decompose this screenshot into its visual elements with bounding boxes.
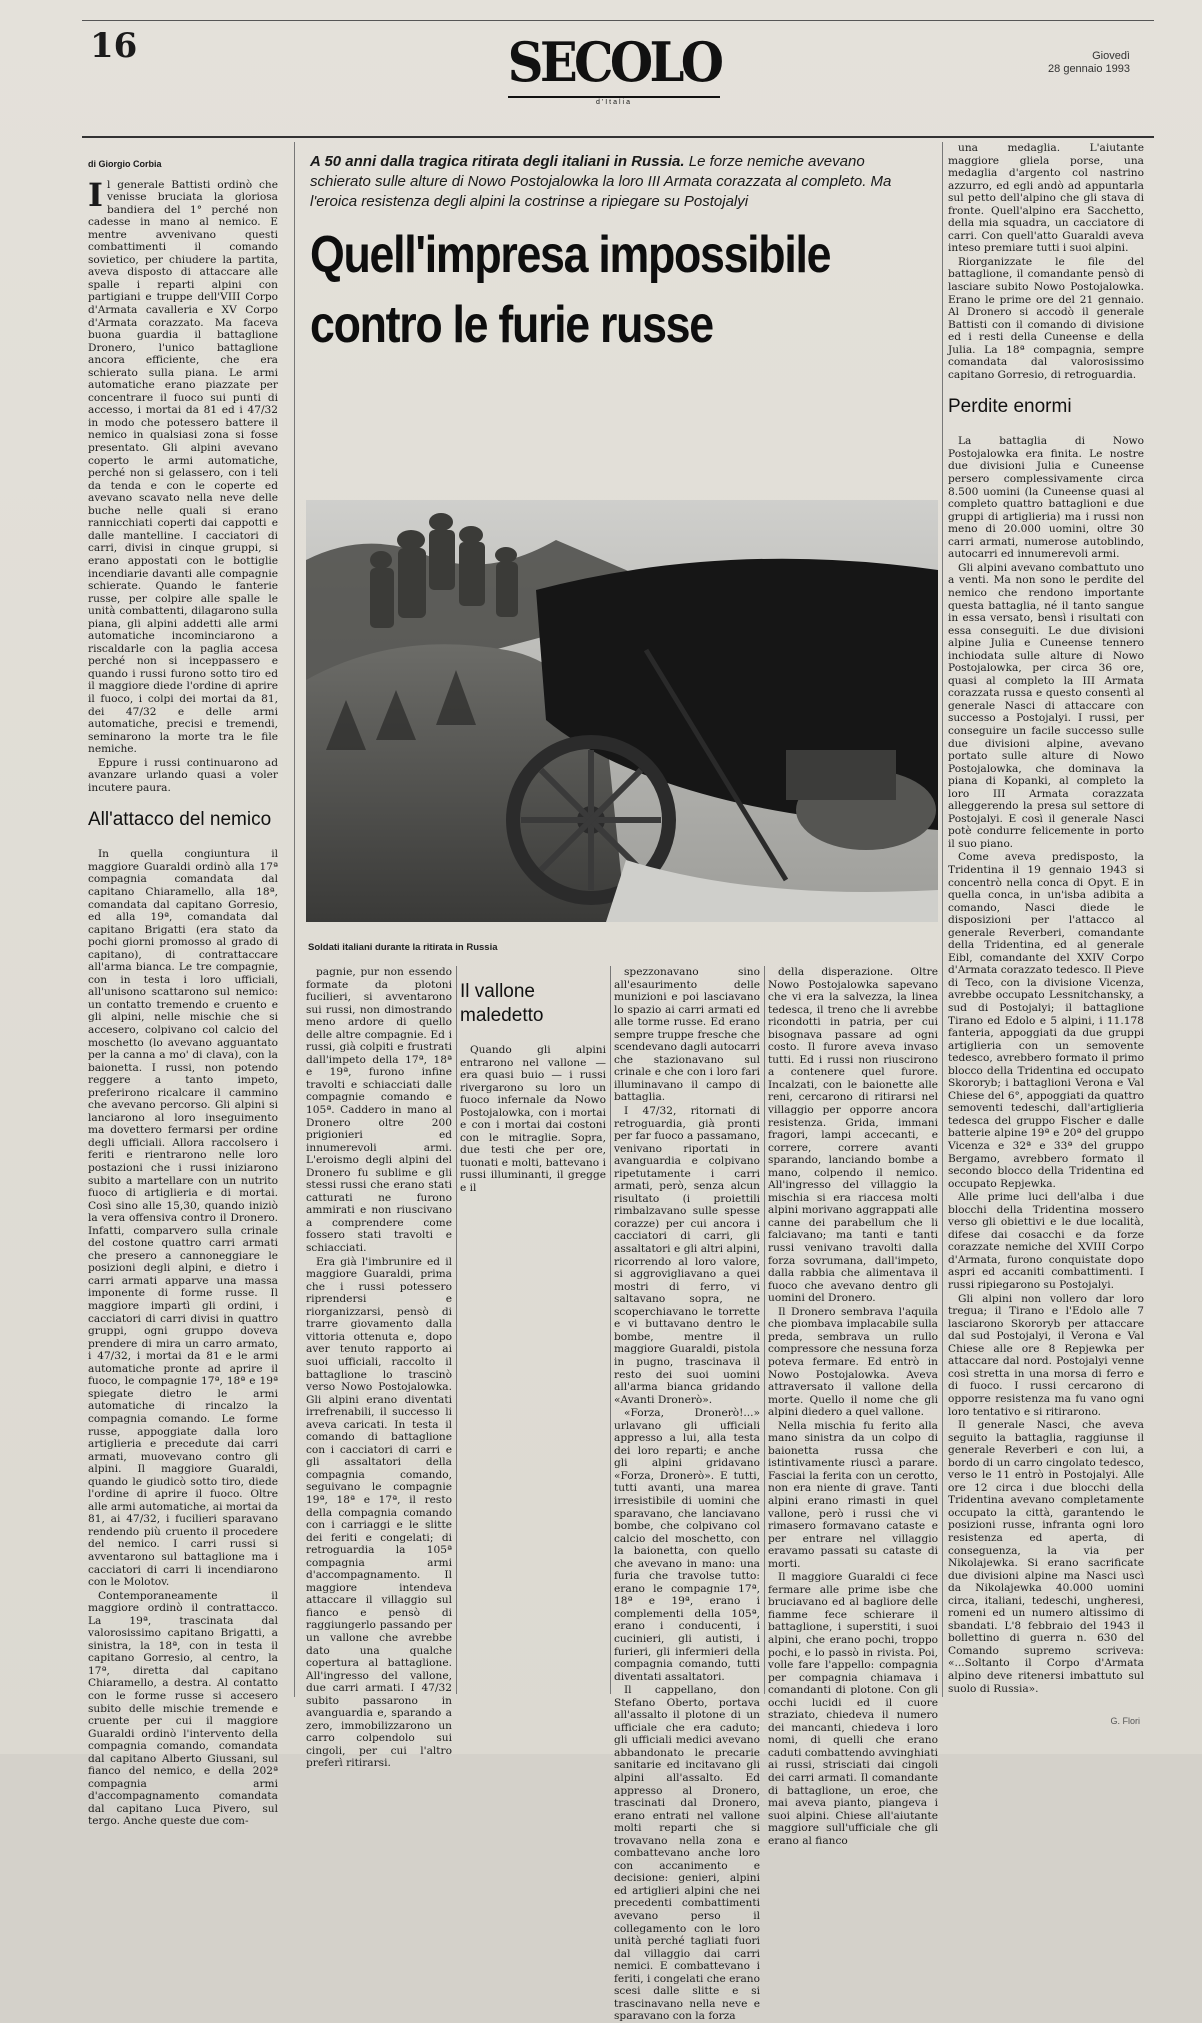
paragraph: Il generale Battisti ordinò che venisse bruciata la gloriosa bandiera del 1° perché non cadesse in mano al nemico. E mentre avvenivano questi combattimenti il comando sovietico, per chiudere la partita, aveva disposto di attaccare alle spalle i reparti alpini con partigiani e truppe dell'VIII Corpo d'Armata cavalleria e XV Corpo d'Armata corazzato. Ma faceva buona guardia il battaglione Dronero, l'unico battaglione ancora efficiente, che era schierato sulla piana. Le armi automatiche erano piazzate per concentrare il fuoco sui punti di accesso, i mortai da 81 ed i 47/32 in modo che potessero battere il nemico in qualsiasi zona si fosse presentato. Gli alpini avevano coperto le armi automatiche, perché non si gelassero, con i teli da tenda e con le coperte ed avevano scavato nella neve delle buche nelle quali si erano rannicchiati coperti dai cappotti e dalle mantelline. I cacciatori di carri, divisi in cinque gruppi, si erano appostati con le bottiglie incendiarie davanti alle compagnie schierate. Quando le fanterie russe, per colpire alle spalle le unità combattenti, dilagarono sulla piana, gli alpini addetti alle armi automatiche incominciarono a riscaldarle con la paglia accesa perché non si inceppassero e quando i russi furono sotto tiro ed il maggiore diede l'ordine di aprire il fuoco, i colpi dei mortai da 81, dei 47/32 e delle armi automatiche, precisi e tremendi, seminarono la morte tra le file nemiche. (88, 175, 278, 756)
subhead-perdite: Perdite enormi (948, 396, 1072, 418)
dateline-date: 28 gennaio 1993 (1048, 63, 1130, 75)
subhead-attacco: All'attacco del nemico (88, 809, 272, 831)
column-1-text-continued (88, 848, 278, 1828)
header-rule (82, 136, 1154, 138)
paragraph: Come aveva predisposto, la Tridentina il 19 gennaio 1943 si concentrò nella conca di Opyt. E in quella conca, in un'isba adibita a comando, Nasci diede le disposizioni per l'attacco al generale Reverberi, comandante della Tridentina, ed al generale Eibl, comandante del XXIV Corpo d'Armata corazzato tedesco. Il Pieve di Teco, con la divisione Vicenza, avrebbe occupato Lessnitchansky, a sud di Postojalyi; il battaglione Tirano ed Edolo e 5 alpini, i 11.178 fanteria, appoggiati da due gruppi artiglieria con un semovente tedesco, avrebbero formato il primo blocco della Tridentina ed occupato Skororyb; i battaglioni Verona e Val Chiese del 6°, appoggiati da quattro semoventi tedeschi, dall'artiglieria tedesca del gruppo Fischer e dalle batterie alpine 19ª e 20ª del gruppo Vicenza e 32ª e 33ª del gruppo Bergamo, avrebbero formato il secondo blocco della Tridentina ed occupato Repjewka. (948, 851, 1144, 1190)
column-divider (456, 966, 457, 1694)
paragraph: Il generale Nasci, che aveva seguito la battaglia, raggiunse il generale Reverberi e con lui, a bordo di un carro cingolato tedesco, verso le 11 entrò in Postojalyi. Alle ore 12 circa i due blocchi della Tridentina avevano completamente occupato la città, garantendo le posizioni russe, infranta ogni loro resistenza ed aperta, di conseguenza, la via per Nikolajewka. Si erano sacrificate due divisioni alpine ma Nasci uscì da Nikolajewka 40.000 uomini circa, italiani, tedeschi, ungheresi, romeni ed un numero altissimo di sbandati. L'8 febbraio del 1943 il bollettino di guerra n. 630 del Comando supremo scriveva: «...Soltanto il Corpo d'Armata alpino deve ritenersi imbattuto sul suolo di Russia». (948, 1419, 1144, 1695)
photo-credit: G. Flori (1110, 1716, 1140, 1726)
masthead-rule (508, 96, 720, 98)
paragraph: In quella congiuntura il maggiore Guaraldi ordinò alla 17ª compagnia comandata dal capitano Chiaramello, alla 18ª, comandata dal capitano Gorresio, ed alla 19ª, comandata dal capitano Brigatti (era stato da pochi giorni promosso al grado di capitano), di contrattaccare all'arma bianca. Le tre compagnie, con in testa i loro ufficiali, all'unisono scattarono sul nemico: un contatto tremendo e cruento e gli alpini, nelle mischie che si accesero, colpivano col calcio del moschetto (lo avevano agguantato per la canna a mo' di clava), con la baionetta. I russi, non potendo reggere a tanto impeto, preferirono ricalcare il cammino che avevano percorso. Gli alpini si lanciarono al loro inseguimento ma dovettero fermarsi per ordine degli ufficiali. Allora raccolsero i feriti e rientrarono nelle loro postazioni che i russi iniziarono subito a martellare con un nutrito fuoco di artiglieria e di mortai. Così sino alle 15,30, quando iniziò la vera offensiva contro il Dronero. Infatti, comparvero sulla crinale del costone quattro carri armati che presero a cannoneggiare le posizioni degli alpini, e dietro i carri armati apparve una massa imponente di forme russe. Il maggiore impartì gli ordini, i cacciatori di carri divisi in quattro gruppi, ogni gruppo doveva prendere di mira un carro armato, i 47/32, i mortai da 81 e le armi automatiche pronte ad aprire il fuoco, le compagnie 17ª, 18ª e 19ª spiegate dietro le armi automatiche di rincalzo la compagnia comando. Le forme russe, appoggiate dalla loro artiglieria e precedute dai carri armati, muovevano contro gli alpini. Il maggiore Guaraldi, quando le giudicò sotto tiro, diede l'ordine di aprire il fuoco. Oltre alle armi automatiche, ai mortai da 81, ai 47/32, i fucilieri sparavano rendendo più cruento il procedere del nemico. I carri russi si avventarono sul battaglione ma i cacciatori di carri li incendiarono con le Molotov. (88, 848, 278, 1589)
paragraph: Riorganizzate le file del battaglione, il comandante pensò di lasciare subito Nowo Postojalowka. Erano le prime ore del 21 gennaio. Al Dronero si accodò il generale Battisti con il comando di divisione ed i resti della Cuneense e della Julia. La 18ª compagnia, sempre comandata dal valorosissimo capitano Gorresio, di retroguardia. (948, 255, 1144, 381)
masthead-subtitle: d'Italia (595, 99, 632, 106)
column-divider (764, 966, 765, 1694)
paragraph: Il cappellano, don Stefano Oberto, portava all'assalto il plotone di un ufficiale che era caduto; gli ufficiali medici avevano abbandonato le precarie sanitarie ed incitavano gli alpini all'assalto. Ed appresso al Dronero, trascinati dal Dronero, erano entrati nel vallone molti reparti che si trovavano nella zona e combattevano anche loro con accanimento e decisione: genieri, alpini ed artiglieri alpini che nei precedenti combattimenti avevano perso il collegamento con le loro unità perché tagliati fuori dal villaggio dai carri nemici. E combattevano i feriti, i congelati che erano scesi dalle slitte e si trascinavano nella neve e sparavano con la forza (614, 1684, 760, 2023)
article-photo (306, 500, 938, 922)
paragraph: Il Dronero sembrava l'aquila che piombava implacabile sulla preda, sembrava un rullo compressore che nessuna forza poteva fermare. Ed entrò in Nowo Postojalowka. Aveva attraversato il vallone della morte. Quello il nome che gli alpini diedero a quel vallone. (768, 1305, 938, 1419)
paragraph: I 47/32, ritornati di retroguardia, già pronti per far fuoco a passamano, venivano riportati in avanguardia e colpivano ripetutamente i carri armati, però, senza alcun risultato (i proiettili rimbalzavano sulle spesse corazze) per cui ancora i cacciatori di carri, gli assaltatori e gli altri alpini, ricorrendo al loro valore, si aggrovigliavano a quei mostri di ferro, vi saltavano sopra, ne scoperchiavano le torrette e vi buttavano dentro le bombe, mentre il maggiore Guaraldi, pistola in pugno, trascinava il resto dei suoi uomini all'arma bianca gridando «Avanti Dronerò». (614, 1105, 760, 1406)
overline-bold: A 50 anni dalla tragica ritirata degli italiani in Russia. (310, 153, 685, 170)
paragraph: Contemporaneamente il maggiore ordinò il contrattacco. La 19ª, trascinata dal valorosissimo capitano Brigatti, a sinistra, la 18ª, con in testa il capitano Gorresio, al centro, la 17ª, diretta dal capitano Chiaramello, a destra. Al contatto con le forme russe si accesero subito delle mischie tremende e cruente per cui il maggiore Guaraldi ordinò l'intervento della compagnia comando, comandata dal capitano Alberto Giussani, sul fianco del nemico, e della 202ª compagnia armi d'accompagnamento comandata dal capitano Luca Pivero, sul tergo. Anche queste due com- (88, 1589, 278, 1828)
article-column-1 (88, 152, 278, 1828)
overline (310, 152, 910, 212)
column-2-text (306, 966, 452, 1770)
paragraph: della disperazione. Oltre Nowo Postojalowka sapevano che vi era la salvezza, la linea tedesca, il treno che li avrebbe ricondotti in patria, per cui bisognava passare ad ogni costo. Il furore aveva invaso tutti. Ed i russi non riuscirono a contenere quel furore. Incalzati, con le baionette alle reni, cercarono di ritirarsi nel villaggio per opporre ancora resistenza. Grida, immani fragori, lampi accecanti, e correre, correre avanti sparando, lanciando bombe a mano, colpendo il nemico. All'ingresso del villaggio la mischia si era riaccesa molti alpini morivano aggrappati alle canne dei parabellum che li falciavano; ma tanti e tanti russi venivano travolti dalla forza sovrumana, dall'impeto, dalla rabbia che alimentava il fuoco che avevano dentro gli uomini del Dronero. (768, 966, 938, 1305)
column-5-text (768, 966, 938, 1847)
paragraph: Eppure i russi continuarono ad avanzare urlando quasi a voler incutere paura. (88, 756, 278, 794)
top-rule (82, 20, 1154, 21)
column-6-text (948, 142, 1144, 381)
byline: di Giorgio Corbia (88, 159, 162, 169)
drop-cap: I (88, 175, 103, 214)
paragraph: spezzonavano sino all'esaurimento delle munizioni e poi lasciavano lo spazio ai carri armati ed alle torme russe. Ed erano sempre truppe fresche che scendevano dagli autocarri che stazionavano sul crinale e che con i loro fari illuminavano il campo di battaglia. (614, 966, 760, 1104)
paragraph: Nella mischia fu ferito alla mano sinistra da un colpo di baionetta russa che istintivamente riuscì a parare. Fasciai la ferita con un cerotto, non era niente di grave. Tanti alpini erano rimasti in quel vallone, però i russi che vi rimasero formavano cataste e per entrare nel villaggio eravamo passati su cataste di morti. (768, 1419, 938, 1570)
paragraph: Gli alpini non vollero dar loro tregua; il Tirano e l'Edolo alle 7 lasciarono Skororyb per attaccare dal sud Postojalyi, il Verona e Val Chiese alle ore 8 Repjewka per attaccare dal nord. Postojalyi venne così stretta in una morsa di ferro e di fuoco. I russi cercarono di opporre resistenza ma fu vano ogni loro tentativo e si ritirarono. (948, 1292, 1144, 1418)
column-1-text (88, 175, 278, 795)
paragraph: «Forza, Dronerò!...» urlavano gli ufficiali appresso a lui, alla testa dei loro reparti; e anche gli alpini gridavano «Forza, Dronerò». E tutti, tutti avanti, una marea irresistibile di uomini che sparavano, che lanciavano bombe, che colpivano col calcio del moschetto, con la baionetta, con quello che avevano in mano: una furia che travolse tutto: erano le compagnie 17ª, 18ª e 19ª, erano i complementi della 105ª, erano i conducenti, i cucinieri, gli autisti, i furieri, gli infermieri della compagnia comando, tutti diventati assaltatori. (614, 1407, 760, 1683)
column-6-text-continued (948, 435, 1144, 1695)
article-column-6 (948, 142, 1144, 1697)
column-4-text (614, 966, 760, 2023)
paragraph: pagnie, pur non essendo formate da plotoni fucilieri, si avventarono sui russi, non dimostrando meno ardore di quello delle altre compagnie. Ed i russi, già colpiti e frustrati dall'impeto della 17ª, 18ª e 19ª, furono infine travolti e schiacciati dalle compagnie comando e 105ª. Caddero in mano al Dronero oltre 200 prigionieri ed innumerevoli armi. L'eroismo degli alpini del Dronero fu sublime e gli stessi russi che erano stati catturati ne furono ammirati e non riuscivano a comprendere come fossero stati travolti e schiacciati. (306, 966, 452, 1255)
paragraph: La battaglia di Nowo Postojalowka era finita. Le nostre due divisioni Julia e Cuneense persero complessivamente circa 8.500 uomini (la Cuneense quasi al completo quattro battaglioni e due gruppi di artiglieria) ma i russi non meno di 20.000 uomini, oltre 30 carri armati, numerose autoblindo, autocarri ed innumerevoli armi. (948, 435, 1144, 561)
paragraph: Il maggiore Guaraldi ci fece fermare alle prime isbe che bruciavano ed al bagliore delle fiamme fece schierare il battaglione, i superstiti, i suoi alpini, che erano pochi, troppo pochi, e lo passò in rivista. Poi, volle fare l'appello: compagnia per compagnia chiamava i comandanti di plotone. Con gli occhi lucidi ed il cuore straziato, chiedeva il numero dei mancanti, chiedeva i loro nomi, di quelli che erano caduti combattendo avvinghiati ai russi, strisciati dai cingoli dei carri armati. Il comandante di battaglione, un eroe, che mai aveva pianto, piangeva i suoi alpini. Chiese all'aiutante maggiore sull'ufficiale che gli erano al fianco (768, 1571, 938, 1847)
paragraph: Gli alpini avevano combattuto uno a venti. Ma non sono le perdite del nemico che rendono importante questa battaglia, né il tanto sangue in essa versato, bensì i risultati con essa conseguiti. Le due divisioni alpine Julia e Cuneense tennero inchiodata sulle alture di Nowo Postojalowka, per circa 36 ore, quasi al completo la III Armata corazzata russa e questo consentì al generale Nasci di attaccare con successo a Postojalyi. I russi, per conseguire un facile successo sulle due divisioni alpine, avevano portato sulle alture di Nowo Postojalowka, che dominava la piana di Kopanki, al completo la loro III Armata corazzata alleggerendo la presa sul settore di Postojalyi. E così il generale Nasci potè condurre felicemente in porto il suo piano. (948, 561, 1144, 850)
dateline (1048, 50, 1130, 76)
column-divider (294, 142, 295, 1697)
article-column-5 (768, 966, 938, 1847)
paragraph: una medaglia. L'aiutante maggiore gliela porse, una medaglia d'argento col nastrino azzurro, ed egli andò ad appuntarla sul petto dell'alpino che gli stava di fronte. Quell'alpino era Sacchetto, della mia squadra, un cacciatore di carri. Con quell'atto Guaraldi aveva inteso premiare tutti i suoi alpini. (948, 142, 1144, 255)
article-column-2 (306, 966, 452, 1770)
paragraph: Alle prime luci dell'alba i due blocchi della Tridentina mossero verso gli obiettivi e le due località, difese dai cosacchi e da forze corazzate nemiche del XVIII Corpo d'Armata, furono conquistate dopo aspri ed accaniti combattimenti. I russi ripiegarono su Postojalyi. (948, 1191, 1144, 1292)
photo-caption: Soldati italiani durante la ritirata in Russia (308, 942, 498, 953)
page-number: 16 (90, 26, 138, 66)
paragraph: Era già l'imbrunire ed il maggiore Guaraldi, prima che i russi potessero riprendersi e riorganizzarsi, pensò di trarre giovamento dalla vittoria ottenuta e, dopo aver tenuto rapporto ai suoi ufficiali, raccolto il battaglione lo trascinò verso Nowo Postojalowka. Gli alpini erano diventati irrefrenabili, il successo li aveva caricati. In testa il comando di battaglione con i cacciatori di carri e gli assaltatori della compagnia comando, seguivano le compagnie 19ª, 18ª e 17ª, il resto della compagnia comando con i carriaggi e le slitte dei feriti e congelati; di retroguardia la 105ª compagnia armi d'accompagnamento. Il maggiore intendeva attaccare il villaggio sul fianco e pensò di raggiungerlo passando per un vallone che avrebbe dato una qualche copertura al battaglione. All'ingresso del vallone, due carri armati. I 47/32 subito passarono in avanguardia e, sparando a zero, immobilizzarono un carro colpendolo sui cingoli, per cui l'altro preferì ritirarsi. (306, 1255, 452, 1770)
article-column-3 (460, 966, 606, 1694)
column-3-text-continued (460, 1044, 606, 1195)
headline: Quell'impresa impossibile contro le furie russe (310, 226, 831, 354)
article-column-4 (614, 966, 760, 2023)
column-divider (942, 142, 943, 1697)
overline-text: Le forze nemiche avevano schierato sulle alture di Nowo Postojalowka la loro III Armata corazzata al completo. Ma l'eroica resistenza degli alpini la costrinse a ripiegare su Postojalyi (310, 153, 892, 210)
masthead-title: SECOLO (507, 30, 721, 94)
column-divider (610, 966, 611, 1694)
subhead-vallone: Il vallone maledetto (460, 981, 544, 1026)
dateline-day: Giovedì (1092, 50, 1130, 62)
masthead (498, 30, 730, 104)
soldiers-cannon-image (306, 500, 938, 922)
paragraph: Quando gli alpini entrarono nel vallone — era quasi buio — i russi rivergarono su loro un fuoco infernale da Nowo Postojalowka, con i mortai e con i mortai dai costoni con le mitraglie. Sopra, due testi che per ore, tuonati e molti, battevano i russi illuminanti, il gregge e il (460, 1044, 606, 1195)
